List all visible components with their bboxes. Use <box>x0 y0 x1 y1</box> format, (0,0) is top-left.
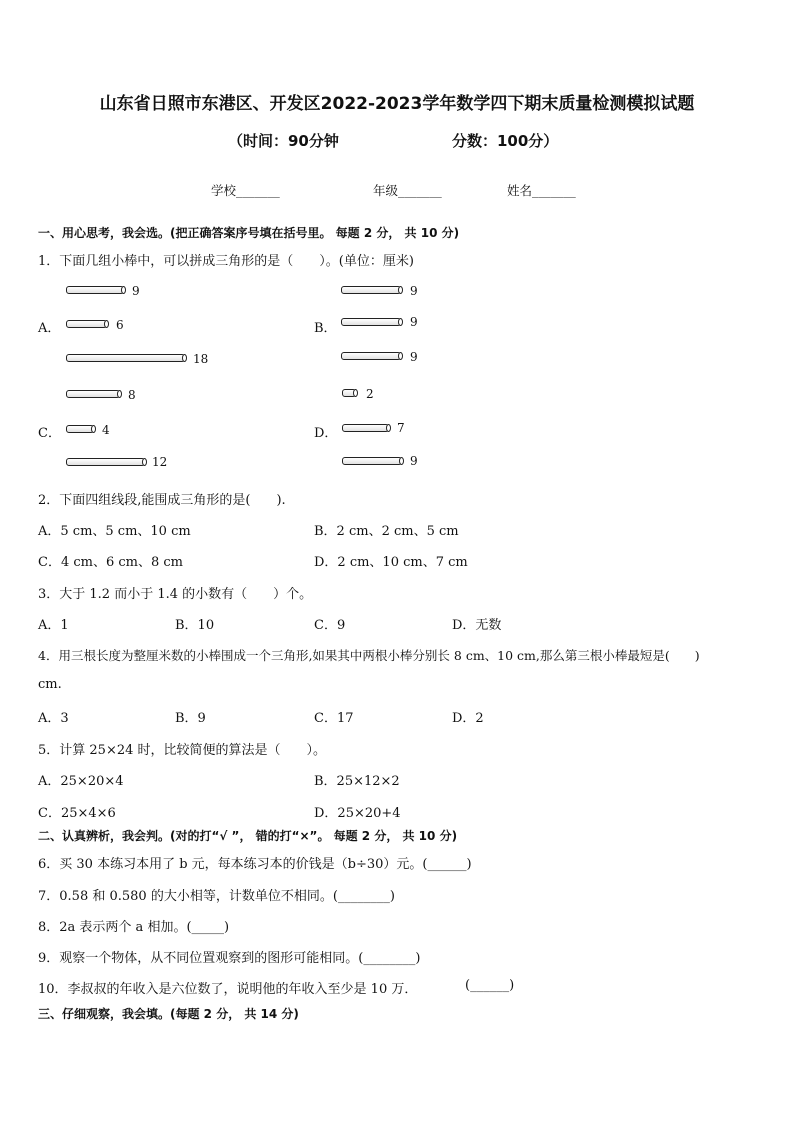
question-4-unit: cm. <box>38 677 62 692</box>
stick-d2-length: 7 <box>397 421 405 435</box>
stick-c1 <box>66 390 120 398</box>
stick-c1-length: 8 <box>128 388 136 402</box>
stick-c2-length: 4 <box>102 423 110 437</box>
stick-a1 <box>66 286 124 294</box>
question-5: 5．计算 25×24 时，比较简便的算法是（ ）。 <box>38 743 327 758</box>
q3-option-a[interactable]: A．1 <box>38 618 69 633</box>
q4-option-d[interactable]: D．2 <box>452 711 484 726</box>
grade-field[interactable]: 年级_______ <box>373 183 442 198</box>
stick-c2 <box>66 425 94 433</box>
q5-option-b[interactable]: B．25×12×2 <box>314 774 400 789</box>
school-field[interactable]: 学校_______ <box>211 183 280 198</box>
exam-score: 分数：100分） <box>452 132 559 150</box>
q1-option-c-label[interactable]: C． <box>38 426 61 441</box>
stick-b3 <box>341 352 401 360</box>
stick-b2-length: 9 <box>410 315 418 329</box>
question-6[interactable]: 6．买 30 本练习本用了 b 元，每本练习本的价钱是（b÷30）元。(______) <box>38 857 472 872</box>
question-10: 10．李叔叔的年收入是六位数了，说明他的年收入至少是 10 万． <box>38 982 418 997</box>
stick-d2 <box>342 424 389 432</box>
stick-a3-length: 18 <box>193 352 209 366</box>
q1-option-d-label[interactable]: D． <box>314 426 338 441</box>
stick-d1 <box>342 389 356 397</box>
section-1-heading: 一、用心思考，我会选。(把正确答案序号填在括号里。 每题 2 分， 共 10 分) <box>38 226 460 240</box>
page-title: 山东省日照市东港区、开发区2022-2023学年数学四下期末质量检测模拟试题 <box>99 94 695 114</box>
stick-c3 <box>66 458 145 466</box>
stick-a2 <box>66 320 107 328</box>
q2-option-c[interactable]: C．4 cm、6 cm、8 cm <box>38 555 183 570</box>
q4-option-b[interactable]: B．9 <box>175 711 206 726</box>
q4-option-c[interactable]: C．17 <box>314 711 354 726</box>
q4-option-a[interactable]: A．3 <box>38 711 69 726</box>
question-2: 2．下面四组线段,能围成三角形的是( ). <box>38 493 286 508</box>
q2-option-b[interactable]: B．2 cm、2 cm、5 cm <box>314 524 459 539</box>
section-3-heading: 三、仔细观察，我会填。(每题 2 分， 共 14 分) <box>38 1007 299 1021</box>
stick-b2 <box>341 318 401 326</box>
stick-b1 <box>341 286 401 294</box>
q3-option-d[interactable]: D．无数 <box>452 618 502 633</box>
stick-b3-length: 9 <box>410 350 418 364</box>
stick-c3-length: 12 <box>152 455 168 469</box>
q1-option-b-label[interactable]: B． <box>314 321 337 336</box>
q5-option-d[interactable]: D．25×20+4 <box>314 806 401 821</box>
q5-option-a[interactable]: A．25×20×4 <box>38 774 124 789</box>
stick-a3 <box>66 354 185 362</box>
question-10-answer-blank[interactable]: (______) <box>465 978 515 993</box>
question-7[interactable]: 7．0.58 和 0.580 的大小相等，计数单位不相同。(________) <box>38 889 395 904</box>
q2-option-a[interactable]: A．5 cm、5 cm、10 cm <box>38 524 191 539</box>
question-3: 3．大于 1.2 而小于 1.4 的小数有（ ）个。 <box>38 587 313 602</box>
q5-option-c[interactable]: C．25×4×6 <box>38 806 116 821</box>
name-field[interactable]: 姓名_______ <box>507 183 576 198</box>
stick-d1-length: 2 <box>366 387 374 401</box>
section-2-heading: 二、认真辨析，我会判。(对的打“√ ”， 错的打“×”。 每题 2 分， 共 10 分) <box>38 829 458 843</box>
stick-d3-length: 9 <box>410 454 418 468</box>
q3-option-c[interactable]: C．9 <box>314 618 346 633</box>
question-8[interactable]: 8．2a 表示两个 a 相加。(_____) <box>38 920 230 935</box>
question-9[interactable]: 9．观察一个物体，从不同位置观察到的图形可能相同。(________) <box>38 951 421 966</box>
exam-time: （时间：90分钟 <box>228 132 339 150</box>
stick-a1-length: 9 <box>132 284 140 298</box>
q3-option-b[interactable]: B．10 <box>175 618 215 633</box>
stick-b1-length: 9 <box>410 284 418 298</box>
stick-d3 <box>342 457 402 465</box>
question-1: 1．下面几组小棒中，可以拼成三角形的是（ ）。(单位：厘米) <box>38 254 414 269</box>
stick-a2-length: 6 <box>116 318 124 332</box>
question-4: 4．用三根长度为整厘米数的小棒围成一个三角形,如果其中两根小棒分别长 8 cm、10 cm,那么第三根小棒最短是( ) <box>38 648 700 663</box>
q2-option-d[interactable]: D．2 cm、10 cm、7 cm <box>314 555 468 570</box>
q1-option-a-label[interactable]: A． <box>38 321 61 336</box>
